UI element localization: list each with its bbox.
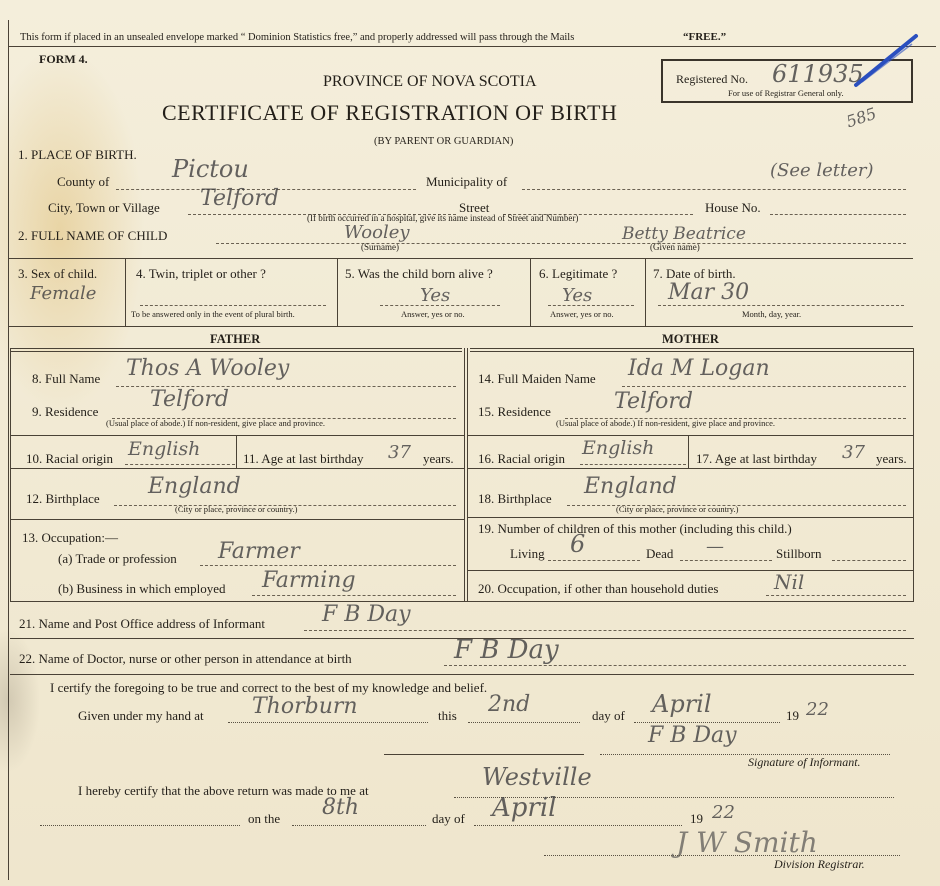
mother-birthplace-note: (City or place, province or country.)	[616, 504, 739, 514]
attendant-value: F B Day	[454, 635, 559, 665]
surname-caption: (Surname)	[361, 242, 399, 252]
province-heading: PROVINCE OF NOVA SCOTIA	[323, 73, 537, 90]
registrar-return-text: I hereby certify that the above return was made to me at	[78, 783, 369, 798]
legitimate-label: 6. Legitimate ?	[539, 266, 618, 281]
mother-birthplace-value: England	[584, 474, 677, 499]
page-subtitle: (BY PARENT OR GUARDIAN)	[374, 136, 514, 147]
mother-occupation-value: Nil	[774, 570, 805, 594]
street-label: Street	[459, 200, 490, 215]
mother-name-label: 14. Full Maiden Name	[478, 371, 596, 386]
informant-label: 21. Name and Post Office address of Informant	[19, 616, 265, 631]
given-label: Given under my hand at	[78, 708, 204, 723]
father-years: years.	[423, 451, 454, 466]
business-label: (b) Business in which employed	[58, 581, 226, 596]
living-value: 6	[570, 530, 586, 558]
left-border	[8, 20, 9, 880]
child-name-label: 2. FULL NAME OF CHILD	[18, 228, 168, 243]
dead-label: Dead	[646, 546, 674, 561]
dead-value: —	[706, 536, 724, 557]
alive-value: Yes	[420, 285, 451, 306]
mother-name-value: Ida M Logan	[628, 356, 770, 381]
year-value: 22	[806, 699, 829, 720]
registration-month-value: April	[492, 793, 557, 823]
month-value: April	[652, 690, 712, 718]
registrar-place-value: Westville	[482, 763, 592, 791]
father-age-value: 37	[388, 442, 411, 463]
mother-residence-note: (Usual place of abode.) If non-resident, give place and province.	[556, 418, 776, 428]
day-of-label: day of	[592, 708, 625, 723]
father-residence-note: (Usual place of abode.) If non-resident, give place and province.	[106, 418, 326, 428]
mother-occupation-label: 20. Occupation, if other than household duties	[478, 581, 719, 596]
dob-note: Month, day, year.	[742, 309, 802, 319]
sex-label: 3. Sex of child.	[18, 266, 98, 281]
given-caption: (Given name)	[650, 242, 700, 252]
twin-label: 4. Twin, triplet or other ?	[136, 266, 266, 281]
place-of-birth-label: 1. PLACE OF BIRTH.	[18, 147, 137, 162]
stillborn-label: Stillborn	[776, 546, 822, 561]
child-given-value: Betty Beatrice	[622, 224, 746, 244]
mother-racial-value: English	[582, 437, 655, 459]
father-residence-label: 9. Residence	[32, 404, 99, 419]
business-value: Farming	[262, 568, 356, 593]
father-birthplace-note: (City or place, province or country.)	[175, 504, 298, 514]
legitimate-note: Answer, yes or no.	[550, 309, 614, 319]
dob-label: 7. Date of birth.	[653, 266, 736, 281]
house-no-label: House No.	[705, 200, 761, 215]
registrar-general-note: For use of Registrar General only.	[728, 88, 844, 98]
registered-no-value: 611935	[772, 60, 864, 88]
registrar-signature: J W Smith	[676, 826, 818, 859]
county-value: Pictou	[172, 155, 249, 183]
children-label: 19. Number of children of this mother (including this child.)	[478, 521, 792, 536]
father-racial-label: 10. Racial origin	[26, 451, 114, 466]
blue-check-mark	[852, 30, 922, 90]
sex-value: Female	[30, 283, 97, 304]
top-rule	[8, 46, 936, 47]
city-label: City, Town or Village	[48, 200, 160, 215]
informant-signature: F B Day	[648, 723, 737, 748]
mother-racial-label: 16. Racial origin	[478, 451, 566, 466]
day-value: 2nd	[488, 692, 531, 717]
father-name-label: 8. Full Name	[32, 371, 101, 386]
father-heading: FATHER	[210, 332, 261, 346]
informant-value: F B Day	[322, 602, 411, 627]
registration-day-of: day of	[432, 811, 465, 826]
trade-value: Farmer	[218, 539, 300, 564]
registered-no-label: Registered No.	[676, 72, 748, 86]
legitimate-value: Yes	[562, 285, 593, 306]
father-age-label: 11. Age at last birthday	[243, 451, 364, 466]
father-birthplace-value: England	[148, 474, 241, 499]
twin-note: To be answered only in the event of plural birth.	[131, 309, 295, 319]
mother-years: years.	[876, 451, 907, 466]
form-number: FORM 4.	[39, 52, 88, 66]
father-name-value: Thos A Wooley	[126, 356, 290, 381]
given-place-value: Thorburn	[252, 694, 358, 719]
year-prefix: 19	[786, 708, 799, 723]
on-the-label: on the	[248, 811, 281, 826]
mother-residence-label: 15. Residence	[478, 404, 551, 419]
trade-label: (a) Trade or profession	[58, 551, 177, 566]
city-value: Telford	[200, 186, 280, 211]
certify-text: I certify the foregoing to be true and correct to the best of my knowledge and belief.	[50, 680, 488, 695]
mother-residence-value: Telford	[614, 389, 694, 414]
mother-birthplace-label: 18. Birthplace	[478, 491, 552, 506]
margin-number: 585	[843, 103, 879, 132]
county-label: County of	[57, 174, 110, 189]
mother-age-value: 37	[842, 442, 865, 463]
this-label: this	[438, 708, 457, 723]
attendant-label: 22. Name of Doctor, nurse or other person in attendance at birth	[19, 651, 352, 666]
father-residence-value: Telford	[150, 387, 230, 412]
occupation-label: 13. Occupation:—	[22, 530, 119, 545]
page-title: CERTIFICATE OF REGISTRATION OF BIRTH	[162, 100, 618, 125]
registration-year-value: 22	[712, 802, 735, 823]
dob-value: Mar 30	[668, 280, 750, 305]
division-registrar-caption: Division Registrar.	[774, 857, 865, 871]
living-label: Living	[510, 546, 545, 561]
father-birthplace-label: 12. Birthplace	[26, 491, 100, 506]
alive-note: Answer, yes or no.	[401, 309, 465, 319]
informant-signature-caption: Signature of Informant.	[748, 755, 861, 769]
municipality-value: (See letter)	[770, 160, 874, 181]
alive-label: 5. Was the child born alive ?	[345, 266, 493, 281]
mother-heading: MOTHER	[662, 332, 719, 346]
father-racial-value: English	[128, 438, 201, 460]
mother-age-label: 17. Age at last birthday	[696, 451, 817, 466]
mail-note-free: “FREE.”	[683, 31, 727, 43]
hospital-note: (If birth occurred in a hospital, give its name instead of Street and Number)	[307, 213, 579, 223]
mail-note: This form if placed in an unsealed envelope marked “ Dominion Statistics free,” and properly addressed will pass through the Mails	[20, 32, 575, 43]
child-surname-value: Wooley	[344, 222, 410, 243]
municipality-label: Municipality of	[426, 174, 508, 189]
registration-year-prefix: 19	[690, 811, 703, 826]
registration-day-value: 8th	[322, 795, 360, 820]
